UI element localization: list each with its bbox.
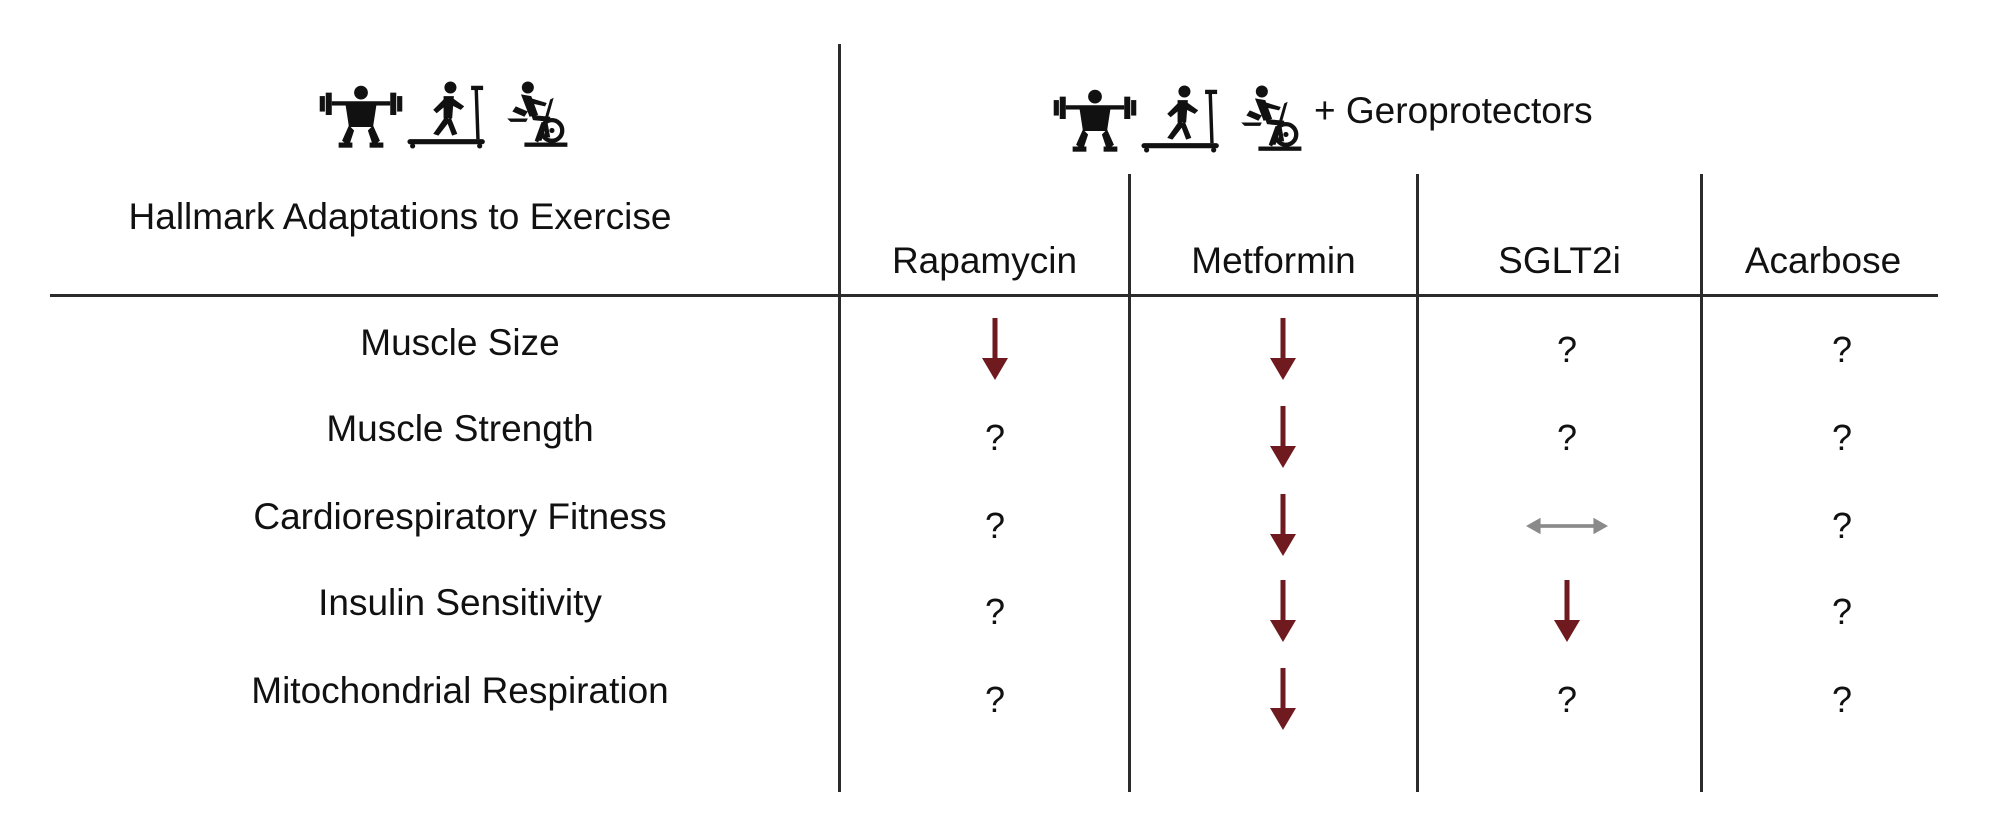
effect-cell [1792, 577, 1892, 647]
effect-cell [945, 577, 1045, 647]
effect-cell [1233, 403, 1333, 473]
treadmill-runner-icon [1138, 84, 1224, 154]
effect-cell [1792, 403, 1892, 473]
geroprotectors-label: + Geroprotectors [1314, 90, 1593, 131]
unknown-effect: ? [1831, 679, 1853, 720]
row-label-mitochondrial-respiration: Mitochondrial Respiration [251, 670, 669, 711]
header-rule [50, 294, 1938, 297]
exercise-bike-icon [490, 80, 576, 150]
unknown-effect: ? [1831, 591, 1853, 632]
effect-cell [1792, 665, 1892, 735]
unknown-effect: ? [984, 679, 1006, 720]
effect-cell [1233, 491, 1333, 561]
effect-cell [1517, 577, 1617, 647]
unknown-effect: ? [984, 591, 1006, 632]
effect-cell [1517, 665, 1617, 735]
arrow-down-icon [1268, 580, 1298, 644]
treadmill-runner-icon [404, 80, 490, 150]
effect-cell [1517, 491, 1617, 561]
arrow-down-icon [1268, 318, 1298, 382]
unknown-effect: ? [1556, 417, 1578, 458]
effect-cell [1792, 491, 1892, 561]
unknown-effect: ? [1556, 329, 1578, 370]
unknown-effect: ? [984, 417, 1006, 458]
exercise-bike-icon [1224, 84, 1310, 154]
unknown-effect: ? [1831, 505, 1853, 546]
unknown-effect: ? [984, 505, 1006, 546]
effect-cell [945, 403, 1045, 473]
column-header-rapamycin: Rapamycin [891, 240, 1078, 281]
column-header-metformin: Metformin [1191, 240, 1356, 281]
column-header-sglt2i: SGLT2i [1498, 240, 1621, 281]
row-label-muscle-strength: Muscle Strength [326, 408, 594, 449]
effect-cell [1517, 315, 1617, 385]
effect-cell [1233, 315, 1333, 385]
effect-cell [1233, 577, 1333, 647]
arrow-down-icon [1268, 406, 1298, 470]
weightlifting-icon [1052, 84, 1138, 154]
column-header-acarbose: Acarbose [1744, 240, 1902, 281]
arrow-left-right-icon [1526, 515, 1608, 537]
effect-cell [945, 665, 1045, 735]
row-label-cardiorespiratory-fitness: Cardiorespiratory Fitness [253, 496, 667, 537]
row-label-insulin-sensitivity: Insulin Sensitivity [318, 582, 602, 623]
effect-cell [1233, 665, 1333, 735]
effect-cell [1792, 315, 1892, 385]
unknown-effect: ? [1831, 329, 1853, 370]
effect-cell [945, 491, 1045, 561]
arrow-down-icon [1268, 668, 1298, 732]
effect-cell [1517, 403, 1617, 473]
unknown-effect: ? [1556, 679, 1578, 720]
row-label-muscle-size: Muscle Size [360, 322, 560, 363]
arrow-down-icon [980, 318, 1010, 382]
exercise-adaptations-title: Hallmark Adaptations to Exercise [128, 196, 672, 237]
arrow-down-icon [1268, 494, 1298, 558]
effect-cell [945, 315, 1045, 385]
unknown-effect: ? [1831, 417, 1853, 458]
weightlifting-icon [318, 80, 404, 150]
arrow-down-icon [1552, 580, 1582, 644]
